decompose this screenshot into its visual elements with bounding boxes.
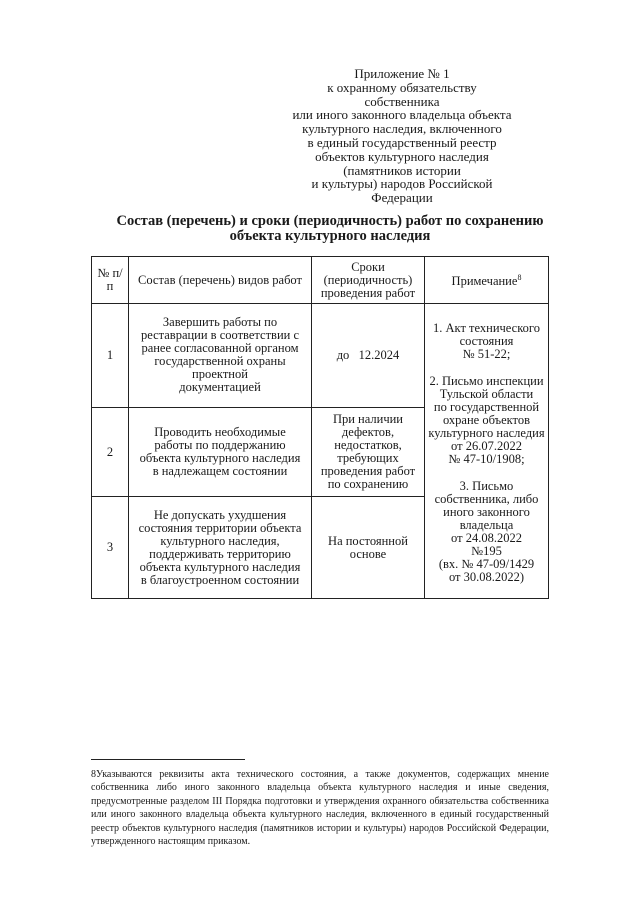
works-table xyxy=(91,256,549,599)
note-line: (вх. № 47-09/1429 xyxy=(438,557,535,571)
note-line: культурного наследия xyxy=(428,426,545,440)
terms-line: требующих xyxy=(337,451,399,466)
row-num: 1 xyxy=(92,304,129,408)
note-line: 1. Акт технического xyxy=(433,321,540,335)
note-line: состояния xyxy=(459,334,514,348)
works-line: Проводить необходимые xyxy=(154,425,286,440)
works-line: в надлежащем состоянии xyxy=(152,464,288,479)
works-line: реставрации в соответствии с xyxy=(140,328,300,343)
note-line: 2. Письмо инспекции xyxy=(429,374,544,388)
title-line-1: Состав (перечень) и сроки (периодичность) работ по сохранению xyxy=(116,213,544,229)
note-line: охране объектов xyxy=(442,413,531,427)
row-works xyxy=(129,304,312,408)
row-terms xyxy=(312,407,425,497)
header-works: Состав (перечень) видов работ xyxy=(129,257,312,304)
note-line: от 24.08.2022 xyxy=(451,531,522,545)
works-line: в благоустроенном состоянии xyxy=(140,572,300,587)
terms-line: При наличии xyxy=(332,412,404,427)
note-line: иного законного xyxy=(443,505,530,519)
terms-line: недостатков, xyxy=(334,438,402,453)
row-num: 2 xyxy=(92,407,129,497)
header-note xyxy=(425,257,549,304)
note-line: владельца xyxy=(459,518,514,532)
works-line: работы по поддержанию xyxy=(154,438,286,453)
appendix-line: объектов культурного наследия xyxy=(315,148,489,164)
works-line: проектной xyxy=(192,367,248,382)
appendix-line: культурного наследия, включенного xyxy=(302,121,502,137)
appendix-header xyxy=(282,67,522,205)
note-line: № 47-10/1908; xyxy=(448,452,525,466)
document-title xyxy=(80,214,580,244)
header-num: № п/п xyxy=(92,257,129,304)
row-works xyxy=(129,497,312,599)
row-terms: до 12.2024 xyxy=(312,304,425,408)
note-item-1 xyxy=(428,322,545,361)
works-line: Завершить работы по xyxy=(162,315,278,330)
works-line: документацией xyxy=(179,380,261,395)
row-num: 3 xyxy=(92,497,129,599)
header-note-label: Примечание xyxy=(451,274,518,289)
footnote xyxy=(91,768,549,848)
terms-line: На постоянной xyxy=(328,533,408,548)
terms-line: основе xyxy=(349,546,387,561)
appendix-line: в единый государственный реестр xyxy=(307,134,497,150)
appendix-line: Приложение № 1 xyxy=(354,66,450,81)
table-row xyxy=(92,304,549,408)
note-line: от 30.08.2022) xyxy=(448,570,525,584)
note-line: собственника, либо xyxy=(434,492,539,506)
works-line: государственной охраны xyxy=(154,354,286,369)
note-line: 3. Письмо xyxy=(459,479,514,493)
works-line: поддерживать территорию xyxy=(149,546,291,561)
terms-line: дефектов, xyxy=(341,425,395,440)
terms-line: по сохранению xyxy=(327,477,409,492)
note-item-2 xyxy=(428,375,545,466)
appendix-line: или иного законного владельца объекта xyxy=(292,107,512,123)
note-line: по государственной xyxy=(433,400,540,414)
note-line: № 51-22; xyxy=(462,347,511,361)
title-line-2: объекта культурного наследия xyxy=(229,228,431,244)
appendix-line: и культуры) народов Российской xyxy=(311,176,493,192)
appendix-line: (памятников истории xyxy=(343,162,461,178)
note-cell xyxy=(425,304,549,599)
works-line: объекта культурного наследия xyxy=(139,559,301,574)
note-line: от 26.07.2022 xyxy=(451,439,522,453)
table-header-row xyxy=(92,257,549,304)
works-line: культурного наследия, xyxy=(160,533,280,548)
footnote-divider xyxy=(91,759,245,760)
appendix-line: к охранному обязательству xyxy=(327,79,477,95)
footnote-text: Указываются реквизиты акта технического состояния, а также документов, содержащих мнение собственника либо иного законного владельца объекта культурного наследия и иные сведения, предусмотренные разделом III Порядка подготовки и утверждения охранного обязательства собственника или иного законного владельца объекта культурного наследия, включенного в единый государственный реестр объектов культурного наследия (памятников истории и культуры) народов Российской Федерации, утвержденного настоящим приказом. xyxy=(91,769,549,848)
row-works xyxy=(129,407,312,497)
note-line: №195 xyxy=(471,544,502,558)
footnote-ref: 8 xyxy=(517,273,522,283)
works-line: Не допускать ухудшения xyxy=(153,507,287,522)
header-terms: Сроки (периодичность) проведения работ xyxy=(312,257,425,304)
appendix-line: собственника xyxy=(364,93,440,109)
note-line: Тульской области xyxy=(439,387,534,401)
works-line: ранее согласованной органом xyxy=(141,341,299,356)
works-line: объекта культурного наследия xyxy=(139,451,301,466)
footnote-mark: 8 xyxy=(91,769,96,780)
terms-line: проведения работ xyxy=(320,464,416,479)
works-line: состояния территории объекта xyxy=(138,520,302,535)
note-item-3 xyxy=(428,480,545,584)
row-terms xyxy=(312,497,425,599)
appendix-line: Федерации xyxy=(371,190,433,206)
